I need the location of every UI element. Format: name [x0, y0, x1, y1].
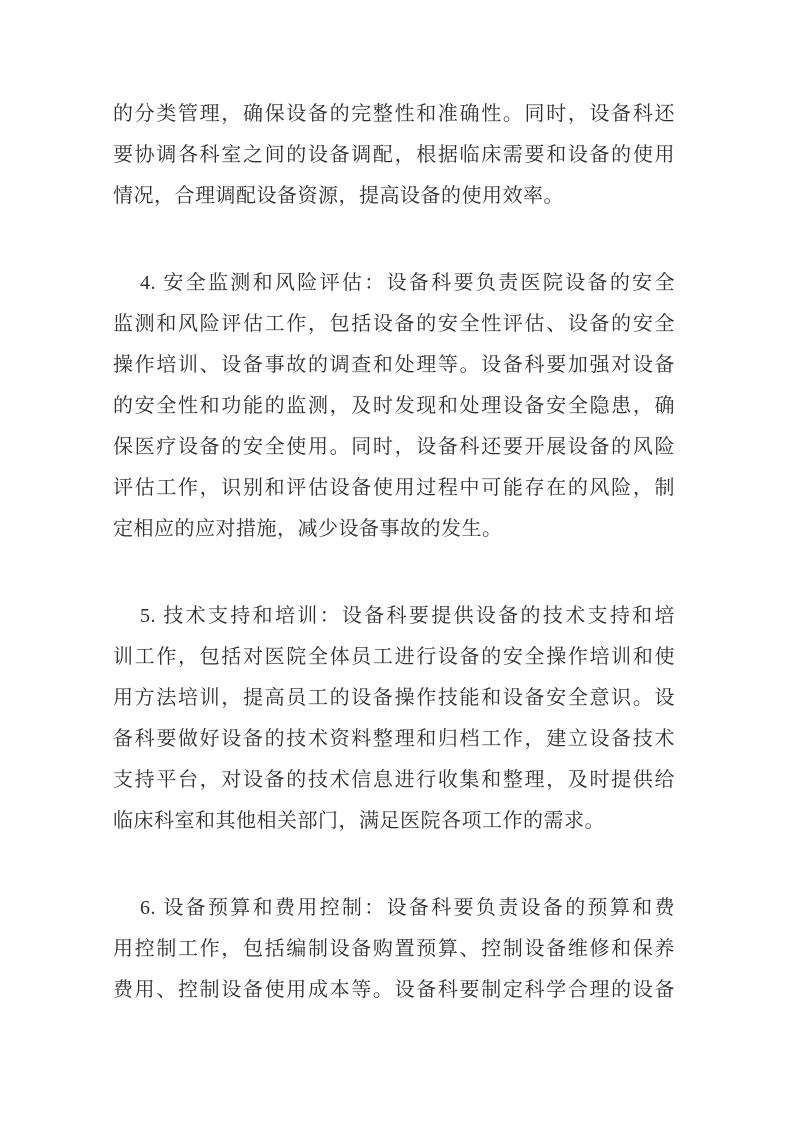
paragraph-item-5 [113, 596, 675, 842]
text-line: 4. 安全监测和风险评估：设备科要负责医院设备的安全 [140, 272, 675, 294]
text-line: 评估工作，识别和评估设备使用过程中可能存在的风险，制 [113, 477, 675, 499]
text-line: 操作培训、设备事故的调查和处理等。设备科要加强对设备 [113, 354, 675, 376]
text-line: 5. 技术支持和培训：设备科要提供设备的技术支持和培 [140, 605, 675, 627]
text-line: 备科要做好设备的技术资料整理和归档工作，建立设备技术 [113, 728, 675, 750]
paragraph-item-4 [113, 263, 675, 550]
text-line: 支持平台，对设备的技术信息进行收集和整理，及时提供给 [113, 769, 675, 791]
text-line: 训工作，包括对医院全体员工进行设备的安全操作培训和使 [113, 646, 675, 668]
text-line: 用方法培训，提高员工的设备操作技能和设备安全意识。设 [113, 687, 675, 709]
paragraph-item-6 [113, 888, 675, 1011]
paragraph-continuation [113, 94, 675, 217]
text-line: 的安全性和功能的监测，及时发现和处理设备安全隐患，确 [113, 395, 675, 417]
text-line: 费用、控制设备使用成本等。设备科要制定科学合理的设备 [113, 979, 675, 1001]
text-line: 的分类管理，确保设备的完整性和准确性。同时，设备科还 [113, 103, 675, 125]
text-line: 用控制工作，包括编制设备购置预算、控制设备维修和保养 [113, 938, 675, 960]
text-line: 监测和风险评估工作，包括设备的安全性评估、设备的安全 [113, 313, 675, 335]
text-line: 定相应的应对措施，减少设备事故的发生。 [113, 518, 503, 540]
text-line: 临床科室和其他相关部门，满足医院各项工作的需求。 [113, 810, 605, 832]
document-text-block [113, 94, 675, 1011]
text-line: 要协调各科室之间的设备调配，根据临床需要和设备的使用 [113, 144, 675, 166]
text-line: 情况，合理调配设备资源，提高设备的使用效率。 [113, 185, 564, 207]
text-line: 保医疗设备的安全使用。同时，设备科还要开展设备的风险 [113, 436, 675, 458]
text-line: 6. 设备预算和费用控制：设备科要负责设备的预算和费 [140, 897, 675, 919]
